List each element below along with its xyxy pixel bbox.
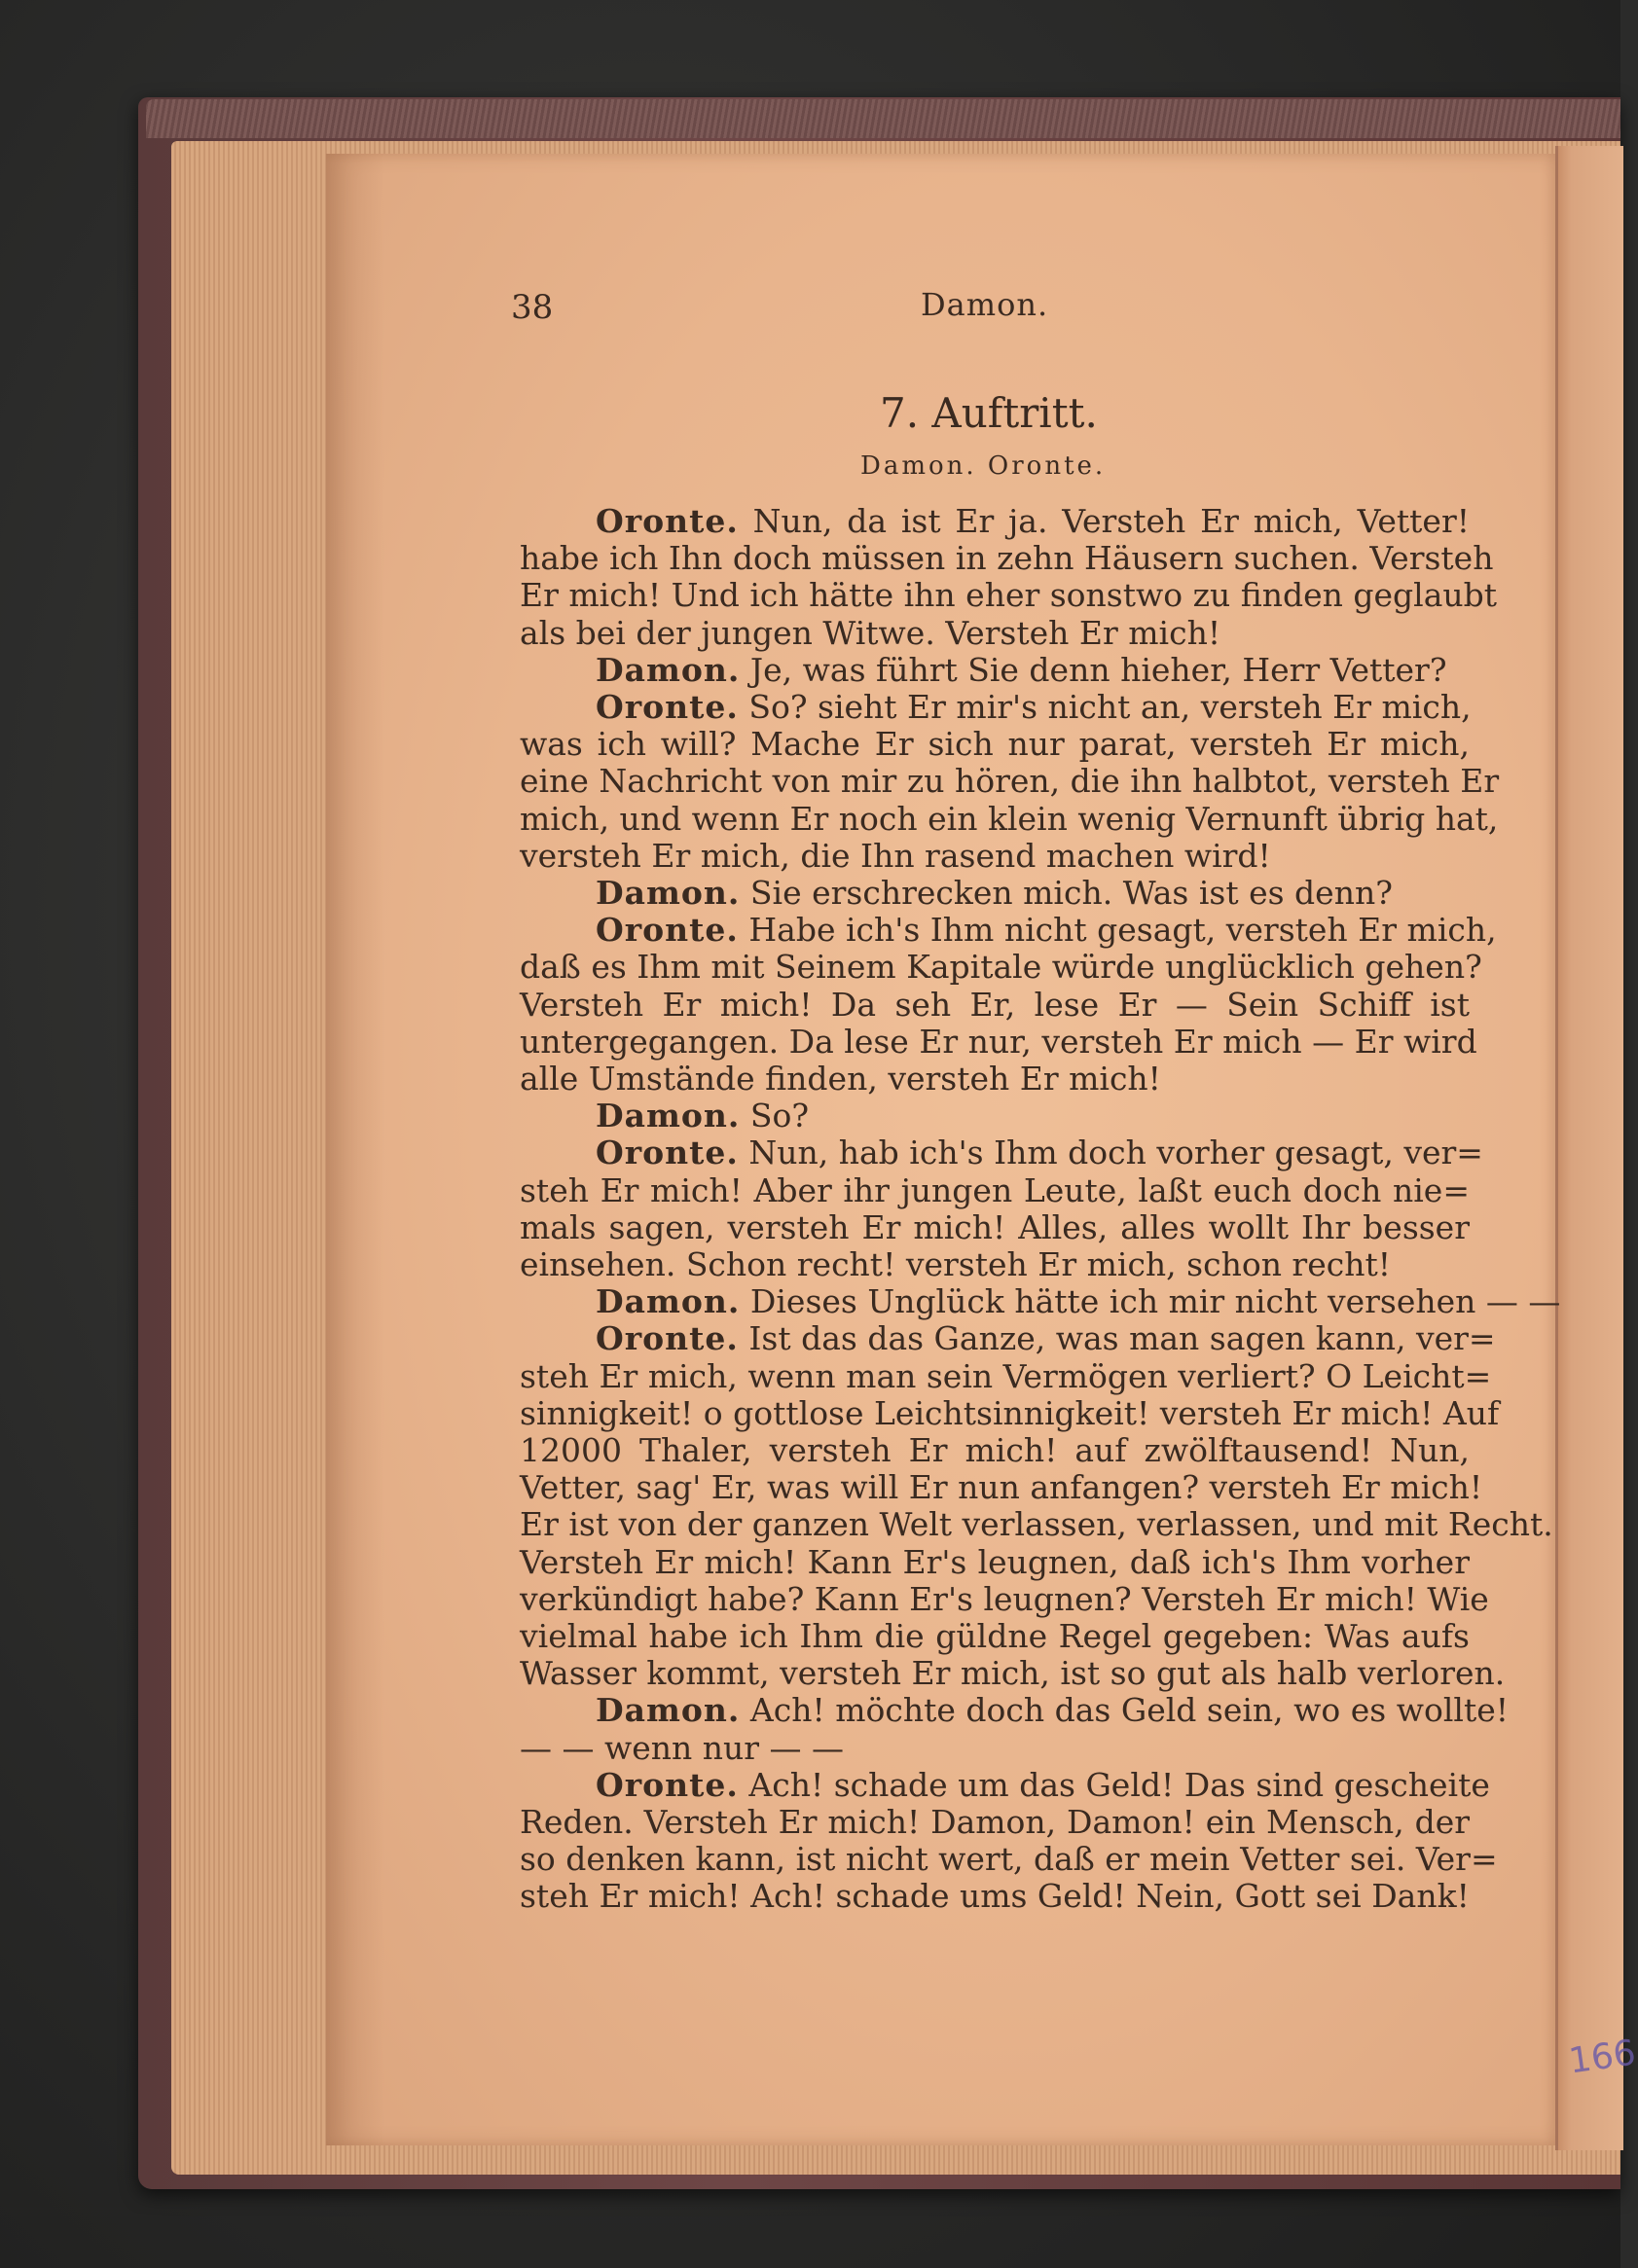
text-line xyxy=(520,875,1470,912)
text-line xyxy=(520,1654,1506,1693)
line-text: Nun, hab ich's Ihm doch vorher gesagt, ver= xyxy=(748,1134,1483,1172)
text-line xyxy=(520,1061,1470,1098)
speaker-name: Oronte. xyxy=(596,1134,739,1172)
text-line xyxy=(520,726,1470,763)
text-line xyxy=(520,1356,1492,1395)
line-text: — — wenn nur — — xyxy=(520,1728,845,1767)
line-text: Sie erschrecken mich. Was ist es denn? xyxy=(749,874,1393,912)
text-line xyxy=(520,1804,1470,1841)
line-text: Versteh Er mich! Da seh Er, lese Er — Sein Schiff ist xyxy=(520,985,1470,1024)
line-text: steh Er mich! Ach! schade ums Geld! Nein, Gott sei Dank! xyxy=(520,1877,1470,1916)
line-text: So? xyxy=(749,1097,810,1135)
text-line xyxy=(520,1878,1470,1915)
speaker-name: Oronte. xyxy=(596,1319,739,1358)
scene-heading: 7. Auftritt. xyxy=(880,389,1098,437)
line-text: Er ist von der ganzen Welt verlassen, verlassen, und mit Recht. xyxy=(520,1505,1553,1544)
text-line xyxy=(520,1730,1470,1767)
line-text: habe ich Ihn doch müssen in zehn Häusern suchen. Versteh xyxy=(520,539,1494,578)
line-text: eine Nachricht von mir zu hören, die ihn halbtot, versteh Er xyxy=(520,762,1500,801)
line-text: Ach! möchte doch das Geld sein, wo es wollte! xyxy=(749,1691,1509,1730)
line-text: einsehen. Schon recht! versteh Er mich, schon recht! xyxy=(520,1245,1391,1283)
line-text: so denken kann, ist nicht wert, daß er mein Vetter sei. Ver= xyxy=(520,1840,1498,1879)
text-line xyxy=(520,1246,1470,1283)
speaker-name: Oronte. xyxy=(596,688,739,726)
text-line xyxy=(520,799,1499,838)
line-text: untergegangen. Da lese Er nur, versteh Er mich — Er wird xyxy=(520,1022,1477,1061)
line-text: alle Umstände finden, versteh Er mich! xyxy=(520,1060,1161,1098)
line-text: Nun, da ist Er ja. Versteh Er mich, Vetter! xyxy=(752,502,1470,540)
line-text: mals sagen, versteh Er mich! Alles, alles wollt Ihr besser xyxy=(520,1207,1470,1246)
speaker-name: Damon. xyxy=(596,1282,741,1321)
text-line xyxy=(520,762,1500,801)
line-text: Reden. Versteh Er mich! Damon, Damon! ein Mensch, der xyxy=(520,1803,1470,1841)
line-text: Ach! schade um das Geld! Das sind gescheite xyxy=(748,1765,1490,1804)
text-line xyxy=(520,1393,1500,1432)
line-text: was ich will? Mache Er sich nur parat, versteh Er mich, xyxy=(520,725,1470,764)
margin-mark: 166 xyxy=(1566,2033,1638,2082)
text-line xyxy=(520,987,1470,1024)
line-text: daß es Ihm mit Seinem Kapitale würde unglücklich gehen? xyxy=(520,948,1482,987)
text-line xyxy=(520,503,1470,540)
text-line xyxy=(520,1840,1498,1879)
speaker-name: Oronte. xyxy=(596,1765,739,1804)
text-line xyxy=(520,1098,1470,1134)
text-line xyxy=(520,1505,1553,1544)
text-line xyxy=(520,1691,1509,1730)
text-line xyxy=(520,948,1482,987)
speaker-name: Damon. xyxy=(596,650,741,689)
line-text: versteh Er mich, die Ihn rasend machen wird! xyxy=(520,836,1271,875)
text-line xyxy=(520,911,1497,950)
line-text: sinnigkeit! o gottlose Leichtsinnigkeit! versteh Er mich! Auf xyxy=(520,1393,1500,1432)
text-line xyxy=(520,1618,1470,1655)
line-text: mich, und wenn Er noch ein klein wenig Vernunft übrig hat, xyxy=(520,799,1499,838)
text-line xyxy=(520,539,1494,578)
line-text: 12000 Thaler, versteh Er mich! auf zwölftausend! Nun, xyxy=(520,1431,1470,1469)
page-gutter-shadow xyxy=(326,154,384,2145)
page-number: 38 xyxy=(511,288,554,327)
book-cover-spine-edge xyxy=(146,99,1620,138)
text-line xyxy=(520,1209,1470,1246)
line-text: steh Er mich! Aber ihr jungen Leute, laßt euch doch nie= xyxy=(520,1170,1470,1209)
speaker-name: Oronte. xyxy=(596,911,739,950)
text-line xyxy=(520,1134,1483,1172)
line-text: So? sieht Er mir's nicht an, versteh Er mich, xyxy=(748,688,1472,726)
line-text: Versteh Er mich! Kann Er's leugnen, daß ich's Ihm vorher xyxy=(520,1542,1470,1581)
text-line xyxy=(520,1468,1483,1507)
speaker-name: Damon. xyxy=(596,1097,741,1135)
speaker-name: Oronte. xyxy=(596,502,739,540)
line-text: Er mich! Und ich hätte ihn eher sonstwo zu finden geglaubt xyxy=(520,576,1498,615)
running-title: Damon. xyxy=(921,286,1049,323)
line-text: Vetter, sag' Er, was will Er nun anfangen? versteh Er mich! xyxy=(520,1468,1483,1507)
facing-page-edge xyxy=(1555,146,1623,2150)
line-text: steh Er mich, wenn man sein Vermögen verliert? O Leicht= xyxy=(520,1356,1492,1395)
text-line xyxy=(520,1544,1470,1581)
line-text: Wasser kommt, versteh Er mich, ist so gut als halb verloren. xyxy=(520,1654,1506,1693)
speaker-name: Damon. xyxy=(596,874,741,912)
text-line xyxy=(520,1319,1496,1358)
text-line xyxy=(520,1579,1489,1618)
text-line xyxy=(520,1282,1561,1321)
speaker-name: Damon. xyxy=(596,1691,741,1730)
text-line xyxy=(520,1765,1490,1804)
text-line xyxy=(520,1172,1470,1209)
text-line xyxy=(520,576,1498,615)
cast-list: Damon. Oronte. xyxy=(860,451,1107,481)
text-line xyxy=(520,689,1470,726)
line-text: Dieses Unglück hätte ich mir nicht versehen — — xyxy=(749,1282,1561,1321)
line-text: vielmal habe ich Ihm die güldne Regel gegeben: Was aufs xyxy=(520,1617,1470,1655)
line-text: als bei der jungen Witwe. Versteh Er mich! xyxy=(520,613,1221,652)
line-text: Habe ich's Ihm nicht gesagt, versteh Er mich, xyxy=(748,911,1497,950)
text-line xyxy=(520,838,1470,875)
line-text: Ist das das Ganze, was man sagen kann, ver= xyxy=(748,1319,1496,1358)
text-line xyxy=(520,615,1470,652)
text-line xyxy=(520,1432,1470,1469)
text-line xyxy=(520,652,1470,689)
line-text: verkündigt habe? Kann Er's leugnen? Versteh Er mich! Wie xyxy=(520,1579,1489,1618)
line-text: Je, was führt Sie denn hieher, Herr Vetter? xyxy=(749,650,1447,689)
text-line xyxy=(520,1022,1477,1061)
